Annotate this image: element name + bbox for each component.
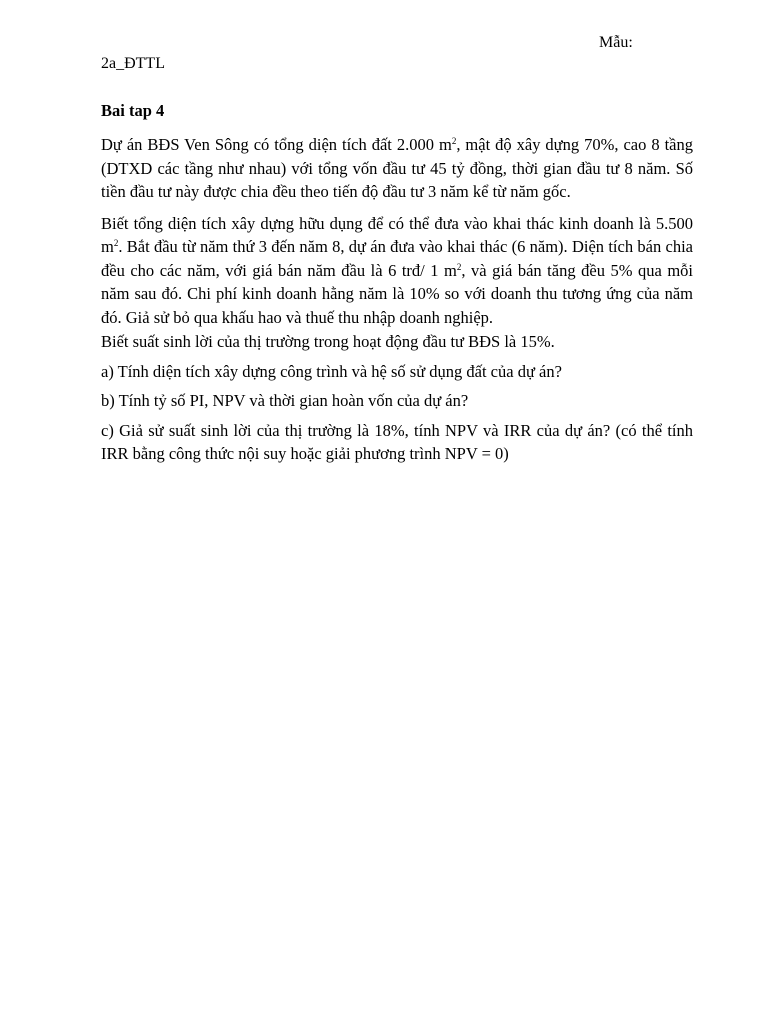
question-b: b) Tính tỷ số PI, NPV và thời gian hoàn vốn của dự án?: [101, 391, 469, 410]
p2-text-c: , và giá bán tăng đều 5% qua mỗi năm sau đó. Chi phí kinh doanh hằng năm là 10% so với doanh thu tương ứng của năm đó. Giả sử bỏ qua khấu hao và thuế thu nhập doanh nghiệp.: [101, 260, 694, 327]
p2-superscript-1: 2: [113, 238, 119, 248]
paragraph-market-return: Biết suất sinh lời của thị trường trong hoạt động đầu tư BĐS là 15%.: [101, 332, 555, 351]
question-a: a) Tính diện tích xây dựng công trình và hệ số sử dụng đất của dự án?: [101, 361, 562, 381]
p1-text-a: Dự án BĐS Ven Sông có tổng diện tích đất 2.000 m: [101, 135, 452, 154]
p1-superscript: 2: [451, 136, 457, 146]
question-c: c) Giả sử suất sinh lời của thị trường là 18%, tính NPV và IRR của dự án? (có thể tính IRR bằng công thức nội suy hoặc giải phương trình NPV = 0): [101, 420, 693, 463]
exercise-content: [101, 101, 693, 472]
p2-text-a: Biết tổng diện tích xây dựng hữu dụng để có thể đưa vào khai thác kinh doanh là 5.500 m: [101, 213, 693, 256]
template-label: Mẫu:: [599, 34, 633, 51]
template-code: 2a_ĐTTL: [101, 55, 165, 72]
p1-text-b: , mật độ xây dựng 70%, cao 8 tầng (DTXD các tầng như nhau) với tổng vốn đầu tư 45 tỷ đồng, thời gian đầu tư 8 năm. Số tiền đầu tư này được chia đều theo tiến độ đầu tư 3 năm kể từ năm gốc.: [101, 135, 693, 201]
exercise-title: Bai tap 4: [101, 101, 165, 120]
paragraph-project-description: [101, 133, 693, 204]
paragraph-business-details: [101, 212, 693, 330]
p2-text-b: . Bắt đầu từ năm thứ 3 đến năm 8, dự án đưa vào khai thác (6 năm). Diện tích bán chia đều cho các năm, với giá bán năm đầu là 6 trđ/ 1 m: [101, 237, 693, 280]
p2-superscript-2: 2: [456, 261, 462, 272]
